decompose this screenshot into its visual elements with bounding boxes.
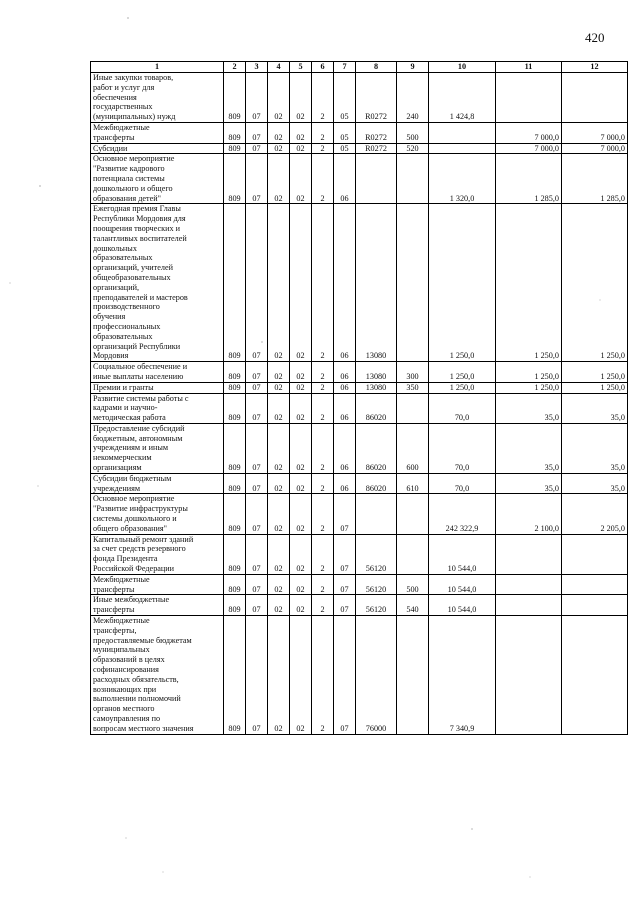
column-header: 2 (224, 62, 246, 73)
row-label-cell: Ежегодная премия Главы Республики Мордовия для поощрения творческих и талантливых воспитателей дошкольных образовательных организаций, учителей общеобразовательных организаций, преподавателей и мастеров производственного обучения профессиональных образовательных организаций Республики Мордовия (91, 204, 224, 362)
cell-col-6: 2 (312, 143, 334, 154)
cell-col-9: 350 (397, 382, 429, 393)
cell-col-11: 7 000,0 (496, 143, 562, 154)
cell-col-6: 2 (312, 122, 334, 143)
cell-col-11: 1 250,0 (496, 362, 562, 383)
cell-col-6: 2 (312, 595, 334, 616)
cell-col-2: 809 (224, 73, 246, 123)
cell-col-10: 1 250,0 (429, 204, 496, 362)
table-row (91, 473, 628, 494)
cell-col-12 (562, 595, 628, 616)
cell-col-2: 809 (224, 494, 246, 534)
cell-col-9: 500 (397, 122, 429, 143)
cell-col-6: 2 (312, 574, 334, 595)
cell-col-12 (562, 73, 628, 123)
cell-col-9: 240 (397, 73, 429, 123)
cell-col-12: 1 285,0 (562, 154, 628, 204)
cell-col-8: 56120 (356, 534, 397, 574)
cell-col-4: 02 (268, 393, 290, 423)
cell-col-9: 600 (397, 423, 429, 473)
cell-col-7: 05 (334, 143, 356, 154)
cell-col-11 (496, 616, 562, 735)
cell-col-4: 02 (268, 616, 290, 735)
cell-col-2: 809 (224, 423, 246, 473)
cell-col-10 (429, 122, 496, 143)
cell-col-4: 02 (268, 73, 290, 123)
cell-col-9 (397, 154, 429, 204)
table-row (91, 393, 628, 423)
cell-col-10: 1 424,8 (429, 73, 496, 123)
cell-col-8 (356, 154, 397, 204)
cell-col-7: 06 (334, 362, 356, 383)
cell-col-4: 02 (268, 534, 290, 574)
cell-col-10: 70,0 (429, 423, 496, 473)
cell-col-2: 809 (224, 595, 246, 616)
column-header: 6 (312, 62, 334, 73)
cell-col-3: 07 (246, 574, 268, 595)
cell-col-11: 1 250,0 (496, 382, 562, 393)
row-label-cell: Межбюджетные трансферты, предоставляемые бюджетам муниципальных образований в целях софинансирования расходных обязательств, возникающих при выполнении полномочий органов местного самоуправления по вопросам местного значения (91, 616, 224, 735)
column-header: 5 (290, 62, 312, 73)
cell-col-6: 2 (312, 154, 334, 204)
row-label-cell: Субсидии бюджетным учреждениям (91, 473, 224, 494)
cell-col-5: 02 (290, 362, 312, 383)
cell-col-7: 07 (334, 616, 356, 735)
table-row (91, 423, 628, 473)
header-row (91, 62, 628, 73)
cell-col-2: 809 (224, 204, 246, 362)
cell-col-2: 809 (224, 154, 246, 204)
table-row (91, 382, 628, 393)
cell-col-3: 07 (246, 362, 268, 383)
cell-col-9 (397, 616, 429, 735)
cell-col-12: 35,0 (562, 473, 628, 494)
cell-col-7: 05 (334, 73, 356, 123)
cell-col-8: 86020 (356, 393, 397, 423)
cell-col-5: 02 (290, 143, 312, 154)
column-header: 4 (268, 62, 290, 73)
cell-col-5: 02 (290, 494, 312, 534)
cell-col-9: 520 (397, 143, 429, 154)
cell-col-4: 02 (268, 595, 290, 616)
cell-col-5: 02 (290, 423, 312, 473)
row-label-cell: Развитие системы работы с кадрами и научно- методическая работа (91, 393, 224, 423)
cell-col-3: 07 (246, 423, 268, 473)
cell-col-11: 1 250,0 (496, 204, 562, 362)
cell-col-7: 06 (334, 154, 356, 204)
cell-col-3: 07 (246, 382, 268, 393)
cell-col-12 (562, 616, 628, 735)
row-label-cell: Иные закупки товаров, работ и услуг для обеспечения государственных (муниципальных) нужд (91, 73, 224, 123)
cell-col-10: 10 544,0 (429, 595, 496, 616)
cell-col-10: 1 320,0 (429, 154, 496, 204)
cell-col-2: 809 (224, 143, 246, 154)
cell-col-3: 07 (246, 393, 268, 423)
cell-col-10: 70,0 (429, 473, 496, 494)
cell-col-5: 02 (290, 393, 312, 423)
cell-col-12: 7 000,0 (562, 122, 628, 143)
cell-col-8: 13080 (356, 362, 397, 383)
cell-col-6: 2 (312, 382, 334, 393)
cell-col-9 (397, 204, 429, 362)
cell-col-10: 10 544,0 (429, 574, 496, 595)
cell-col-3: 07 (246, 595, 268, 616)
cell-col-12: 1 250,0 (562, 204, 628, 362)
table-row (91, 122, 628, 143)
cell-col-2: 809 (224, 362, 246, 383)
cell-col-7: 07 (334, 494, 356, 534)
cell-col-8: R0272 (356, 143, 397, 154)
cell-col-4: 02 (268, 154, 290, 204)
cell-col-11: 1 285,0 (496, 154, 562, 204)
cell-col-11: 35,0 (496, 423, 562, 473)
cell-col-12: 1 250,0 (562, 362, 628, 383)
table-row (91, 616, 628, 735)
cell-col-11 (496, 595, 562, 616)
cell-col-5: 02 (290, 154, 312, 204)
table-row (91, 362, 628, 383)
budget-table (90, 61, 628, 735)
cell-col-10: 242 322,9 (429, 494, 496, 534)
cell-col-12 (562, 534, 628, 574)
cell-col-8: 13080 (356, 204, 397, 362)
row-label-cell: Основное мероприятие "Развитие кадрового потенциала системы дошкольного и общего образования детей" (91, 154, 224, 204)
cell-col-4: 02 (268, 204, 290, 362)
cell-col-2: 809 (224, 382, 246, 393)
table-row (91, 595, 628, 616)
table-row (91, 73, 628, 123)
cell-col-4: 02 (268, 362, 290, 383)
cell-col-11: 35,0 (496, 393, 562, 423)
cell-col-3: 07 (246, 122, 268, 143)
column-header: 9 (397, 62, 429, 73)
cell-col-8: 56120 (356, 595, 397, 616)
cell-col-10: 7 340,9 (429, 616, 496, 735)
cell-col-8: R0272 (356, 73, 397, 123)
cell-col-8: 13080 (356, 382, 397, 393)
row-label-cell: Межбюджетные трансферты (91, 574, 224, 595)
row-label-cell: Основное мероприятие "Развитие инфраструктуры системы дошкольного и общего образования" (91, 494, 224, 534)
cell-col-8: R0272 (356, 122, 397, 143)
cell-col-11: 35,0 (496, 473, 562, 494)
cell-col-6: 2 (312, 362, 334, 383)
cell-col-10: 70,0 (429, 393, 496, 423)
cell-col-12: 7 000,0 (562, 143, 628, 154)
cell-col-7: 07 (334, 595, 356, 616)
cell-col-3: 07 (246, 473, 268, 494)
cell-col-7: 07 (334, 574, 356, 595)
cell-col-9: 540 (397, 595, 429, 616)
cell-col-5: 02 (290, 574, 312, 595)
cell-col-5: 02 (290, 122, 312, 143)
table-row (91, 574, 628, 595)
row-label-cell: Капитальный ремонт зданий за счет средств резервного фонда Президента Российской Федерации (91, 534, 224, 574)
cell-col-2: 809 (224, 534, 246, 574)
column-header: 12 (562, 62, 628, 73)
cell-col-8: 76000 (356, 616, 397, 735)
cell-col-9: 300 (397, 362, 429, 383)
cell-col-9 (397, 534, 429, 574)
page-number: 420 (585, 30, 605, 45)
cell-col-8: 86020 (356, 423, 397, 473)
cell-col-4: 02 (268, 382, 290, 393)
column-header: 3 (246, 62, 268, 73)
cell-col-8: 56120 (356, 574, 397, 595)
cell-col-5: 02 (290, 204, 312, 362)
row-label-cell: Иные межбюджетные трансферты (91, 595, 224, 616)
cell-col-4: 02 (268, 122, 290, 143)
row-label-cell: Предоставление субсидий бюджетным, автономным учреждениям и иным некоммерческим организациям (91, 423, 224, 473)
cell-col-8 (356, 494, 397, 534)
cell-col-9 (397, 494, 429, 534)
cell-col-6: 2 (312, 204, 334, 362)
cell-col-7: 06 (334, 204, 356, 362)
row-label-cell: Субсидии (91, 143, 224, 154)
cell-col-3: 07 (246, 154, 268, 204)
cell-col-2: 809 (224, 574, 246, 595)
cell-col-7: 06 (334, 382, 356, 393)
table-row (91, 143, 628, 154)
cell-col-7: 06 (334, 423, 356, 473)
cell-col-3: 07 (246, 534, 268, 574)
cell-col-2: 809 (224, 616, 246, 735)
cell-col-11 (496, 534, 562, 574)
cell-col-7: 06 (334, 393, 356, 423)
cell-col-7: 05 (334, 122, 356, 143)
cell-col-6: 2 (312, 473, 334, 494)
cell-col-6: 2 (312, 73, 334, 123)
cell-col-11: 7 000,0 (496, 122, 562, 143)
table-row (91, 494, 628, 534)
table-row (91, 534, 628, 574)
cell-col-2: 809 (224, 122, 246, 143)
cell-col-6: 2 (312, 393, 334, 423)
cell-col-8: 86020 (356, 473, 397, 494)
cell-col-11 (496, 73, 562, 123)
cell-col-5: 02 (290, 595, 312, 616)
cell-col-5: 02 (290, 473, 312, 494)
cell-col-6: 2 (312, 494, 334, 534)
cell-col-10: 10 544,0 (429, 534, 496, 574)
cell-col-4: 02 (268, 423, 290, 473)
cell-col-4: 02 (268, 494, 290, 534)
cell-col-3: 07 (246, 143, 268, 154)
cell-col-5: 02 (290, 73, 312, 123)
cell-col-6: 2 (312, 534, 334, 574)
column-header: 11 (496, 62, 562, 73)
cell-col-3: 07 (246, 73, 268, 123)
cell-col-12: 35,0 (562, 393, 628, 423)
cell-col-6: 2 (312, 616, 334, 735)
column-header: 10 (429, 62, 496, 73)
table-row (91, 204, 628, 362)
cell-col-9 (397, 393, 429, 423)
table-row (91, 154, 628, 204)
row-label-cell: Премии и гранты (91, 382, 224, 393)
cell-col-2: 809 (224, 473, 246, 494)
cell-col-5: 02 (290, 616, 312, 735)
cell-col-10 (429, 143, 496, 154)
cell-col-10: 1 250,0 (429, 362, 496, 383)
cell-col-9: 610 (397, 473, 429, 494)
row-label-cell: Межбюджетные трансферты (91, 122, 224, 143)
cell-col-5: 02 (290, 534, 312, 574)
cell-col-6: 2 (312, 423, 334, 473)
cell-col-12: 35,0 (562, 423, 628, 473)
cell-col-3: 07 (246, 616, 268, 735)
cell-col-7: 06 (334, 473, 356, 494)
cell-col-9: 500 (397, 574, 429, 595)
cell-col-11 (496, 574, 562, 595)
row-label-cell: Социальное обеспечение и иные выплаты населению (91, 362, 224, 383)
cell-col-12: 2 205,0 (562, 494, 628, 534)
cell-col-2: 809 (224, 393, 246, 423)
cell-col-3: 07 (246, 204, 268, 362)
cell-col-10: 1 250,0 (429, 382, 496, 393)
cell-col-4: 02 (268, 574, 290, 595)
column-header: 7 (334, 62, 356, 73)
cell-col-12: 1 250,0 (562, 382, 628, 393)
cell-col-3: 07 (246, 494, 268, 534)
cell-col-7: 07 (334, 534, 356, 574)
column-header: 1 (91, 62, 224, 73)
cell-col-11: 2 100,0 (496, 494, 562, 534)
column-header: 8 (356, 62, 397, 73)
cell-col-4: 02 (268, 473, 290, 494)
cell-col-12 (562, 574, 628, 595)
cell-col-4: 02 (268, 143, 290, 154)
cell-col-5: 02 (290, 382, 312, 393)
